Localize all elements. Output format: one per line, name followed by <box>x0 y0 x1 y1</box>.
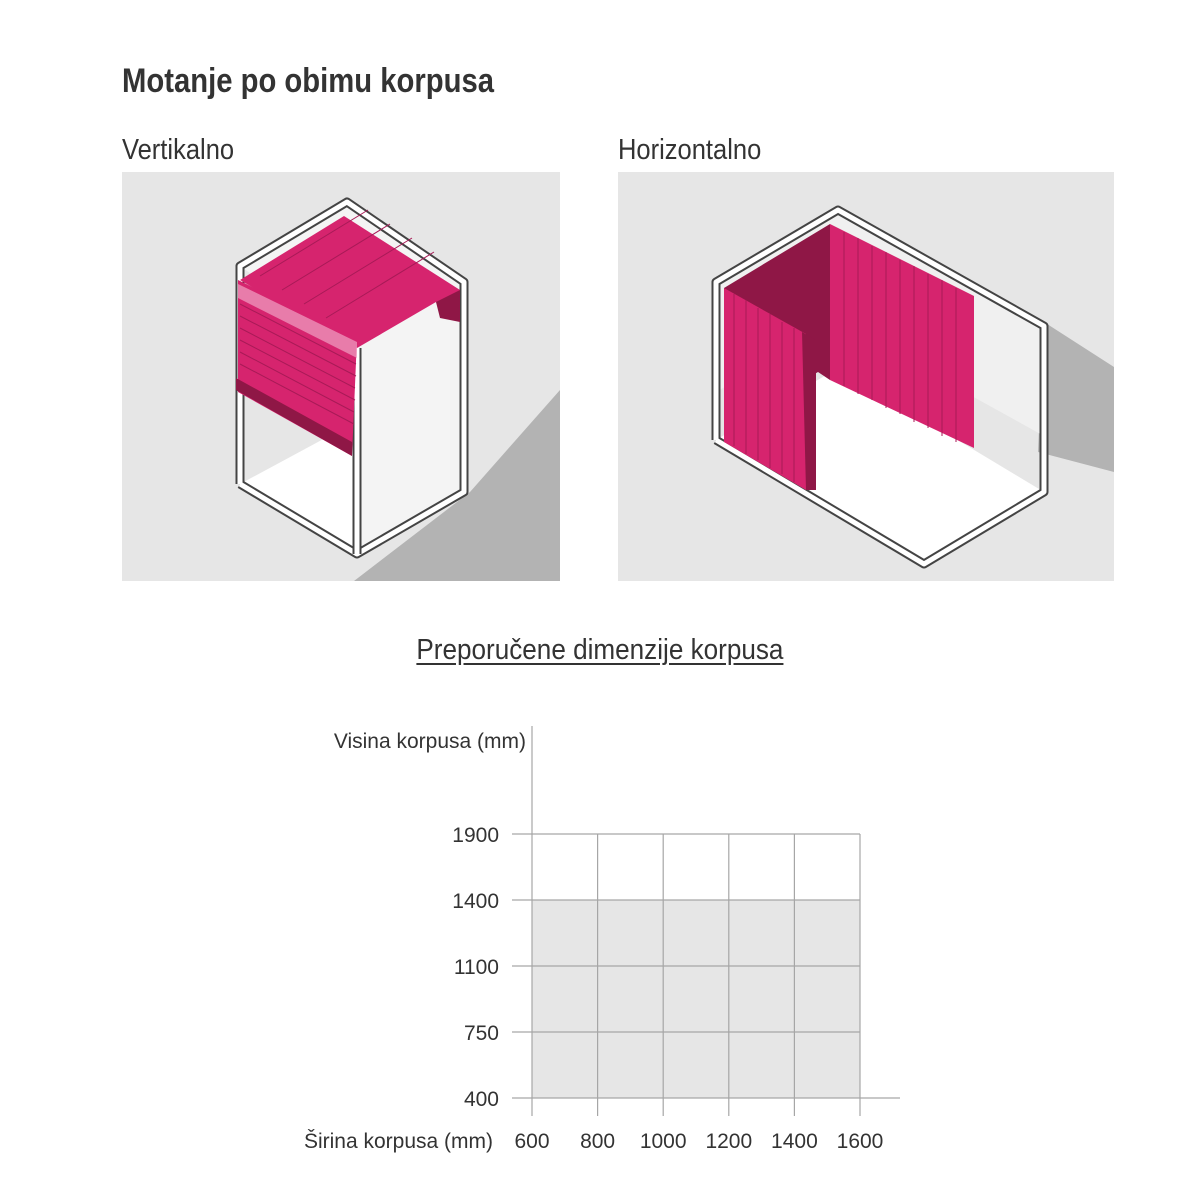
y-axis-label: Visina korpusa (mm) <box>333 730 526 753</box>
y-tick-400: 400 <box>463 1088 499 1111</box>
horizontal-label: Horizontalno <box>618 134 762 166</box>
y-tick-1100: 1100 <box>453 956 499 979</box>
y-tick-1900: 1900 <box>452 824 499 847</box>
x-tick-1200: 1200 <box>705 1130 753 1153</box>
page-title: Motanje po obimu korpusa <box>122 62 495 100</box>
x-tick-600: 600 <box>514 1130 550 1153</box>
vertical-label: Vertikalno <box>122 134 235 166</box>
x-tick-800: 800 <box>580 1130 616 1153</box>
x-tick-1600: 1600 <box>836 1130 884 1153</box>
recommended-region <box>532 900 860 1098</box>
x-tick-1000: 1000 <box>639 1130 687 1153</box>
y-tick-750: 750 <box>463 1022 499 1045</box>
x-axis-label: Širina korpusa (mm) <box>303 1130 493 1153</box>
chart-title-text: Preporučene dimenzije korpusa <box>416 634 784 666</box>
chart-layer <box>452 726 900 1153</box>
x-tick-1400: 1400 <box>771 1130 818 1153</box>
y-tick-1400: 1400 <box>452 890 499 913</box>
